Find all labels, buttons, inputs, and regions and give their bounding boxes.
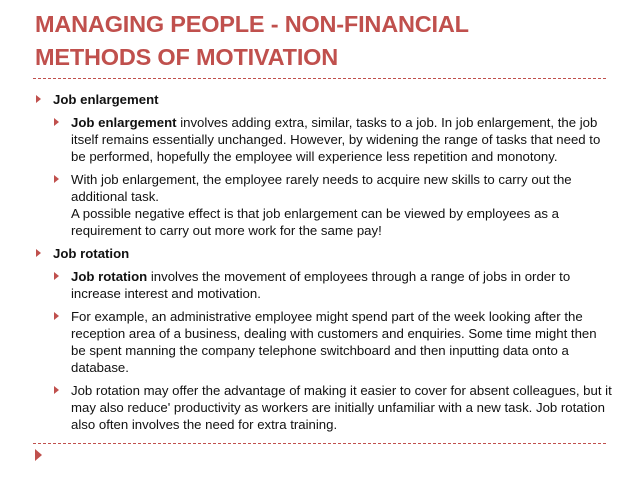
item-text: involves adding extra, similar, tasks to a job. In job enlargement, the job itself remains essentially unchanged. However, by widening the range of tasks that need to be performed, hopefully the employee will experience less repetition and monotony. — [71, 115, 601, 164]
item-text: involves the movement of employees through a range of jobs in order to increase interest and motivation. — [71, 269, 571, 301]
bullet-arrow-icon — [54, 386, 59, 394]
bullet-arrow-icon — [54, 175, 59, 183]
title-divider — [33, 78, 606, 79]
section-heading-job-rotation — [33, 245, 613, 262]
list-item — [33, 114, 613, 165]
item-text-continuation: A possible negative effect is that job enlargement can be viewed by employees as a requirement to carry out more work for the same pay! — [71, 206, 559, 238]
slide-title-line-2: METHODS OF MOTIVATION — [35, 44, 339, 70]
bold-term: Job rotation — [71, 269, 148, 284]
list-item — [33, 171, 613, 239]
footer-divider — [33, 443, 606, 444]
section-heading-text: Job enlargement — [53, 92, 159, 107]
item-text: With job enlargement, the employee rarely needs to acquire new skills to carry out the additional task. — [71, 172, 572, 204]
slide-body — [33, 91, 613, 439]
section-heading-job-enlargement — [33, 91, 613, 108]
bullet-arrow-icon — [54, 272, 59, 280]
list-item — [33, 382, 613, 433]
bullet-arrow-icon — [36, 249, 41, 257]
list-item — [33, 268, 613, 302]
section-heading-text: Job rotation — [53, 246, 130, 261]
bold-term: Job enlargement — [71, 115, 177, 130]
corner-arrow-icon — [35, 449, 42, 461]
item-text: Job rotation may offer the advantage of making it easier to cover for absent colleagues, but it may also reduce' productivity as workers are initially unfamiliar with a new task. Job rotation also often involves the need for extra training. — [71, 383, 612, 432]
slide-title-line-1: MANAGING PEOPLE - NON-FINANCIAL — [35, 11, 469, 37]
slide-title — [35, 8, 615, 74]
bullet-arrow-icon — [54, 118, 59, 126]
bullet-arrow-icon — [36, 95, 41, 103]
bullet-arrow-icon — [54, 312, 59, 320]
list-item — [33, 308, 613, 376]
item-text: For example, an administrative employee might spend part of the week looking after the reception area of a business, dealing with customers and enquiries. Some time might then be spent manning the company telephone switchboard and then inputting data onto a database. — [71, 309, 597, 375]
